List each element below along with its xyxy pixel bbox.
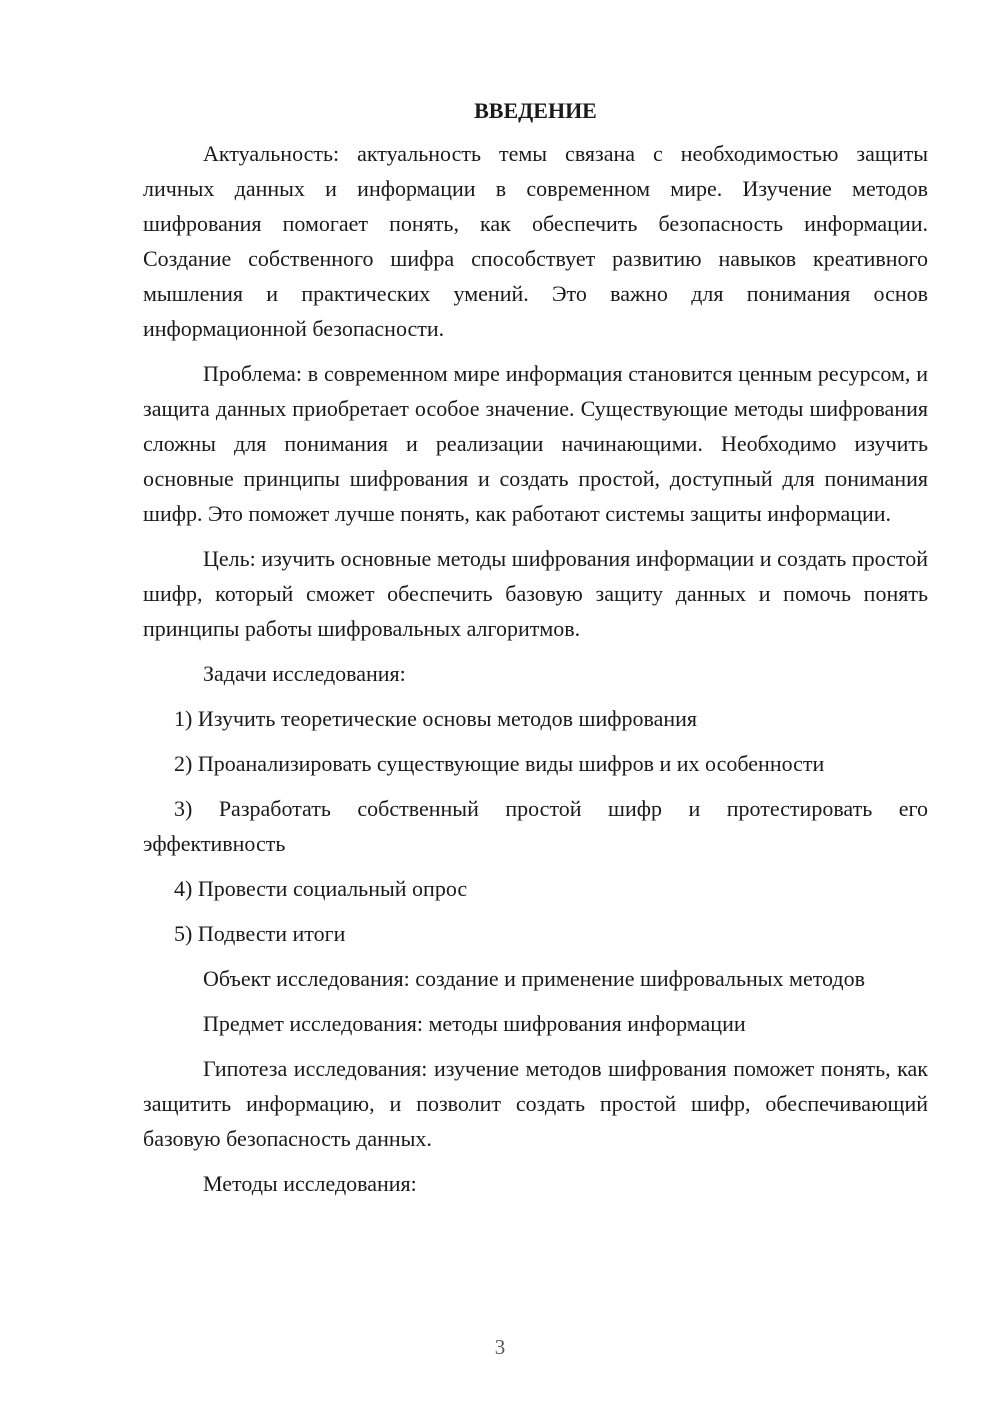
task-item: 1) Изучить теоретические основы методов шифрования [174,706,698,731]
task-item: 4) Провести социальный опрос [174,876,468,901]
tasks-list [143,701,928,951]
page-content [143,93,928,1211]
task-item: 3) Разработать собственный простой шифр и протестировать его эффективность [143,796,928,856]
page-number: 3 [494,1335,506,1359]
problem-paragraph: Проблема: в современном мире информация становится ценным ресурсом, и защита данных приобретает особое значение. Существующие методы шифрования сложны для понимания и реализации начинающими. Необходимо изучить основные принципы шифрования и создать простой, доступный для понимания шифр. Это поможет лучше понять, как работают системы защиты информации. [143,361,928,526]
hypothesis-paragraph: Гипотеза исследования: изучение методов шифрования поможет понять, как защитить информацию, и позволит создать простой шифр, обеспечивающий базовую безопасность данных. [143,1056,928,1151]
task-item: 5) Подвести итоги [174,921,346,946]
subject-paragraph: Предмет исследования: методы шифрования информации [203,1011,746,1036]
relevance-paragraph: Актуальность: актуальность темы связана с необходимостью защиты личных данных и информации в современном мире. Изучение методов шифрования помогает понять, как обеспечить безопасность информации. Создание собственного шифра способствует развитию навыков креативного мышления и практических умений. Это важно для понимания основ информационной безопасности. [143,141,928,341]
tasks-heading: Задачи исследования: [203,661,406,686]
task-item: 2) Проанализировать существующие виды шифров и их особенности [174,751,825,776]
page-title: ВВЕДЕНИЕ [474,98,597,123]
goal-paragraph: Цель: изучить основные методы шифрования информации и создать простой шифр, который сможет обеспечить базовую защиту данных и помочь понять принципы работы шифровальных алгоритмов. [143,546,928,641]
methods-heading: Методы исследования: [203,1171,417,1196]
object-paragraph: Объект исследования: создание и применение шифровальных методов [203,966,866,991]
